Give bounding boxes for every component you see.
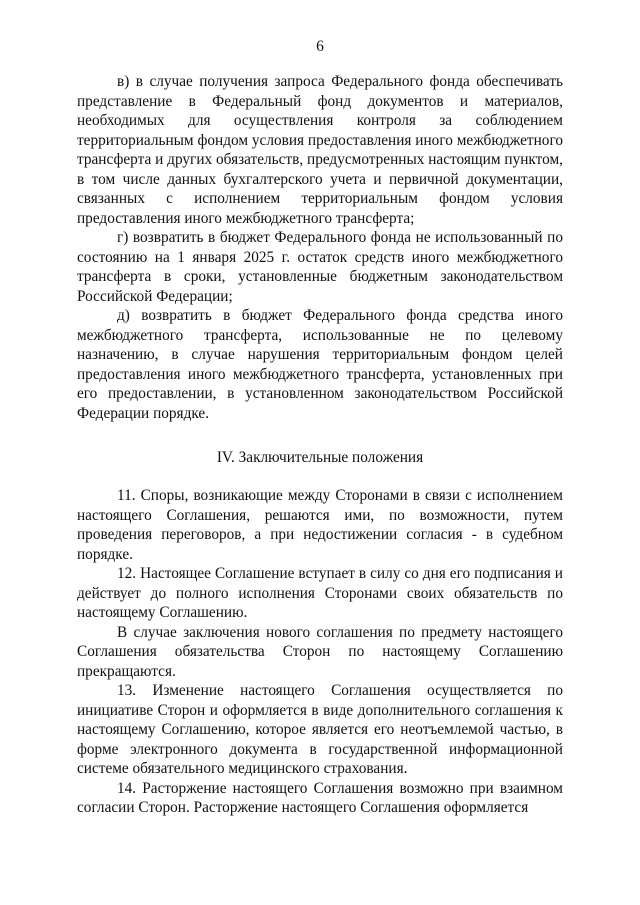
subitems-block: [77, 72, 563, 423]
clause-12-paragraph-2: В случае заключения нового соглашения по предмету настоящего Соглашения обязательства Сторон по настоящему Соглашению прекращаются.: [77, 623, 563, 680]
clause-12: 12. Настоящее Соглашение вступает в силу со дня его подписания и действует до полного исполнения Сторонами своих обязательств по настоящему Соглашению.: [77, 565, 563, 621]
page-number: 6: [316, 38, 324, 55]
clause-11: 11. Споры, возникающие между Сторонами в связи с исполнением настоящего Соглашения, решаются ими, по возможности, путем проведения переговоров, а при недостижении согласия - в судебном порядке.: [77, 487, 563, 563]
final-provisions-block: [77, 486, 563, 818]
clause-13: 13. Изменение настоящего Соглашения осуществляется по инициативе Сторон и оформляется в виде дополнительного соглашения к настоящему Соглашению, которое является его неотъемлемой частью, в форме электронного документа в государственной информационной системе обязательного медицинского страхования.: [77, 682, 563, 777]
subitem-v: в) в случае получения запроса Федерального фонда обеспечивать представление в Федеральный фонд документов и материалов, необходимых для осуществления контроля за соблюдением территориальным фондом условия предоставления иного межбюджетного трансферта и других обязательств, предусмотренных настоящим пунктом, в том числе данных бухгалтерского учета и первичной документации, связанных с исполнением территориальным фондом условия предоставления иного межбюджетного трансферта;: [77, 73, 563, 227]
subitem-d: д) возвратить в бюджет Федерального фонда средства иного межбюджетного трансферта, использованные не по целевому назначению, в случае нарушения территориальным фондом целей предоставления иного межбюджетного трансферта, установленных при его предоставлении, в установленном законодательством Российской Федерации порядке.: [77, 307, 563, 422]
clause-14: 14. Расторжение настоящего Соглашения возможно при взаимном согласии Сторон. Расторжение настоящего Соглашения оформляется: [77, 779, 563, 816]
subitem-g: г) возвратить в бюджет Федерального фонда не использованный по состоянию на 1 января 2025 г. остаток средств иного межбюджетного трансферта в сроки, установленные бюджетным законодательством Российской Федерации;: [77, 229, 563, 305]
section-title: IV. Заключительные положения: [216, 449, 424, 466]
